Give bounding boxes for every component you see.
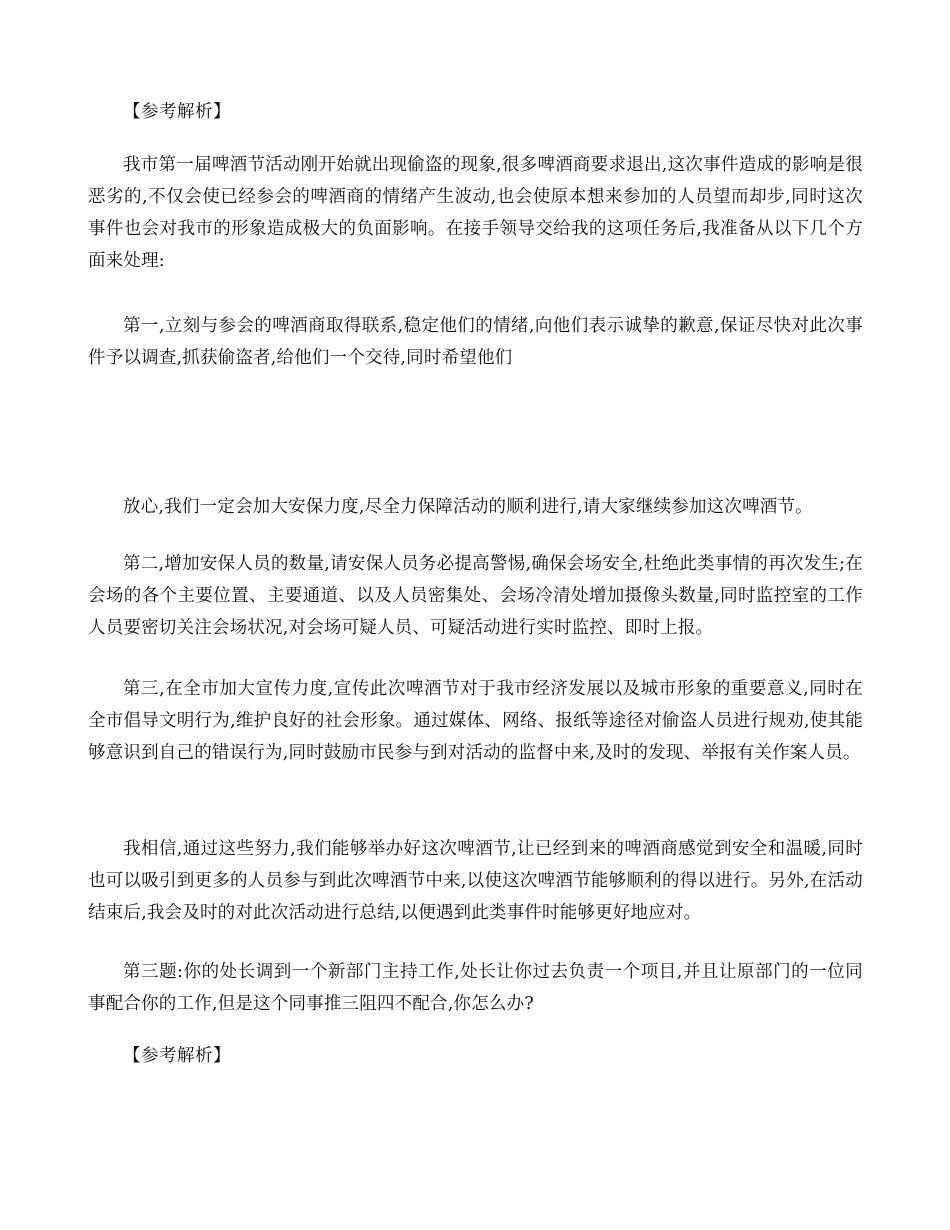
paragraph-first-step-continued: 放心,我们一定会加大安保力度,尽全力保障活动的顺利进行,请大家继续参加这次啤酒节。 bbox=[123, 497, 813, 517]
paragraph-intro: 我市第一届啤酒节活动刚开始就出现偷盗的现象,很多啤酒商要求退出,这次事件造成的影响是很恶劣的,不仅会使已经参会的啤酒商的情绪产生波动,也会使原本想来参加的人员望而却步,同时这次事件也会对我市的形象造成极大的负面影响。在接手领导交给我的这项任务后,我准备从以下几个方面来处理: bbox=[88, 155, 863, 271]
paragraph-third-step: 第三,在全市加大宣传力度,宣传此次啤酒节对于我市经济发展以及城市形象的重要意义,同时在全市倡导文明行为,维护良好的社会形象。通过媒体、网络、报纸等途径对偷盗人员进行规劝,使其能够意识到自己的错误行为,同时鼓励市民参与到对活动的监督中来,及时的发现、举报有关作案人员。 bbox=[88, 679, 863, 763]
paragraph-second-step: 第二,增加安保人员的数量,请安保人员务必提高警惕,确保会场安全,杜绝此类事情的再次发生;在会场的各个主要位置、主要通道、以及人员密集处、会场冷清处增加摄像头数量,同时监控室的工作人员要密切关注会场状况,对会场可疑人员、可疑活动进行实时监控、即时上报。 bbox=[88, 554, 863, 638]
reference-analysis-heading: 【参考解析】 bbox=[123, 102, 231, 122]
paragraph-conclusion: 我相信,通过这些努力,我们能够举办好这次啤酒节,让已经到来的啤酒商感觉到安全和温暖,同时也可以吸引到更多的人员参与到此次啤酒节中来,以使这次啤酒节能够顺利的得以进行。另外,在活动结束后,我会及时的对此次活动进行总结,以便遇到此类事件时能够更好地应对。 bbox=[88, 839, 863, 923]
question-three: 第三题:你的处长调到一个新部门主持工作,处长让你过去负责一个项目,并且让原部门的一位同事配合你的工作,但是这个同事推三阻四不配合,你怎么办? bbox=[88, 962, 863, 1014]
reference-analysis-heading-2: 【参考解析】 bbox=[123, 1046, 231, 1066]
paragraph-first-step: 第一,立刻与参会的啤酒商取得联系,稳定他们的情绪,向他们表示诚挚的歉意,保证尽快对此次事件予以调查,抓获偷盗者,给他们一个交待,同时希望他们 bbox=[88, 316, 863, 368]
